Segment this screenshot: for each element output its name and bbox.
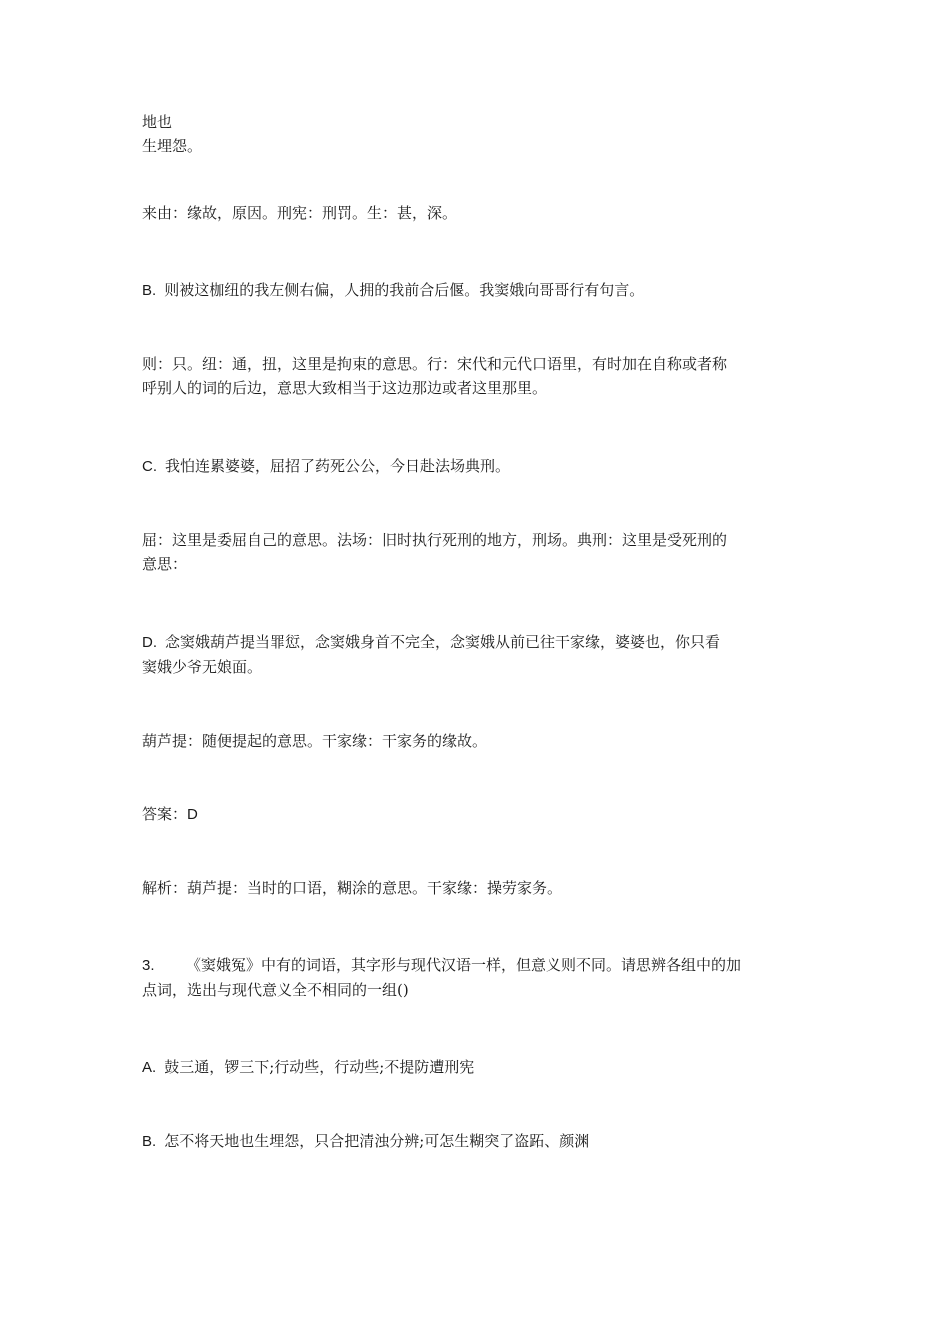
note-c-line-1: 屈：这里是委屈自己的意思。法场：旧时执行死刑的地方，刑场。典刑：这里是受死刑的 [142,531,728,549]
q3-option-b-paragraph [142,1129,812,1154]
q3-option-b-label: B. [142,1133,157,1150]
option-c-paragraph [142,454,812,479]
analysis-paragraph: 解析：葫芦提：当时的口语，糊涂的意思。干家缘：操劳家务。 [142,879,563,897]
option-d-label: D. [142,634,157,651]
option-b-text: 则被这枷纽的我左侧右偏，人拥的我前合后偃。我窦娥向哥哥行有句言。 [164,281,645,299]
option-c-text: 我怕连累婆婆，屈招了药死公公，今日赴法场典刑。 [165,457,511,475]
question-3-paragraph [142,953,812,1002]
question-3-line-2: 点词，选出与现代意义全不相同的一组() [142,981,409,999]
note-c-paragraph [142,528,812,576]
note-b-paragraph [142,352,812,400]
option-d-paragraph [142,630,812,679]
fragment-paragraph [142,110,812,158]
note-paragraph-1: 来由：缘故，原因。刑宪：刑罚。生：甚，深。 [142,204,458,222]
option-b-paragraph [142,278,812,303]
option-d-line-2: 窦娥少爷无娘面。 [142,658,263,676]
option-c-label: C. [142,458,157,475]
note-b-line-2: 呼别人的词的后边，意思大致相当于这边那边或者这里那里。 [142,379,548,397]
answer-value: D [187,806,198,823]
note-c-line-2: 意思： [142,555,188,573]
option-b-label: B. [142,282,157,299]
question-3-line-1: 《窦娥冤》中有的词语，其字形与现代汉语一样，但意义则不同。请思辨各组中的加 [186,956,742,974]
q3-option-b-text: 怎不将天地也生埋怨，只合把清浊分辨;可怎生糊突了盗跖、颜渊 [164,1132,590,1150]
option-d-line-1: 念窦娥葫芦提当罪愆，念窦娥身首不完全，念窦娥从前已往干家缘，婆婆也，你只看 [165,633,721,651]
answer-paragraph [142,802,812,827]
fragment-line-1: 地也 [142,113,173,131]
q3-option-a-text: 鼓三通，锣三下;行动些，行动些;不提防遭刑宪 [164,1058,475,1076]
note-d-paragraph: 葫芦提：随便提起的意思。干家缘：干家务的缘故。 [142,732,488,750]
question-3-number: 3. [142,957,155,974]
answer-prefix: 答案： [142,805,188,823]
note-b-line-1: 则：只。纽：通，扭，这里是拘束的意思。行：宋代和元代口语里，有时加在自称或者称 [142,355,728,373]
fragment-line-2: 生埋怨。 [142,137,203,155]
q3-option-a-label: A. [142,1059,157,1076]
q3-option-a-paragraph [142,1055,812,1080]
